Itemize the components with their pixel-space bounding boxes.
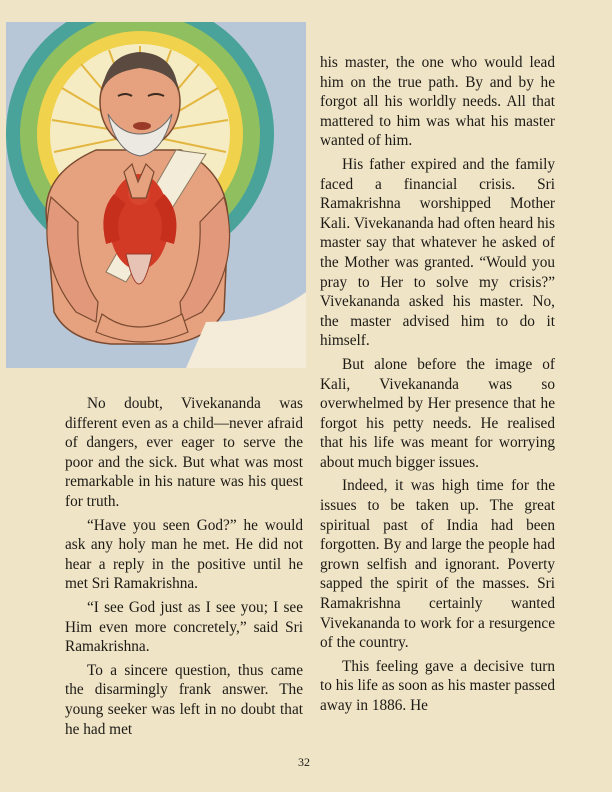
paragraph: His father expired and the family faced a financial crisis. Sri Ramakrishna worshipped Mother Kali. Vivekananda had often heard his master say that whatever he asked of the Mother was granted. “Would you pray to Her to solve my crisis?” Vivekananda asked his master. No, the master advised him to do it himself. [320, 155, 555, 350]
mouth [133, 122, 151, 130]
ramakrishna-illustration [6, 22, 306, 368]
paragraph: “I see God just as I see you; I see Him even more concretely,” said Sri Ramakrishna. [65, 598, 303, 656]
paragraph: his master, the one who would lead him on the true path. By and by he forgot all his worldly needs. All that mattered to him was what his master wanted of him. [320, 54, 555, 150]
paragraph: But alone before the image of Kali, Vivekananda was so overwhelmed by Her presence that he forgot his petty needs. He realised that his life was meant for worrying about much bigger issues. [320, 355, 555, 471]
paragraph: No doubt, Vivekananda was different even as a child—never afraid of dangers, ever eager to serve the poor and the sick. But what was most remarkable in his nature was his quest for truth. [65, 395, 303, 510]
paragraph: To a sincere question, thus came the disarmingly frank answer. The young seeker was left in no doubt that he had met [65, 661, 303, 738]
left-text-column [65, 394, 303, 739]
paragraph: Indeed, it was high time for the issues to be taken up. The great spiritual past of India had been forgotten. By and large the people had grown selfish and ignorant. Poverty sapped the spirit of the masses. Sri Ramakrishna certainly wanted Vivekananda to work for a resurgence of the country. [320, 477, 555, 652]
paragraph: “Have you seen God?” he would ask any holy man he met. He did not hear a reply in the positive until he met Sri Ramakrishna. [65, 516, 303, 593]
right-text-column [320, 53, 555, 716]
page-number: 32 [298, 755, 310, 769]
paragraph: This feeling gave a decisive turn to his life as soon as his master passed away in 1886. He [320, 657, 555, 714]
